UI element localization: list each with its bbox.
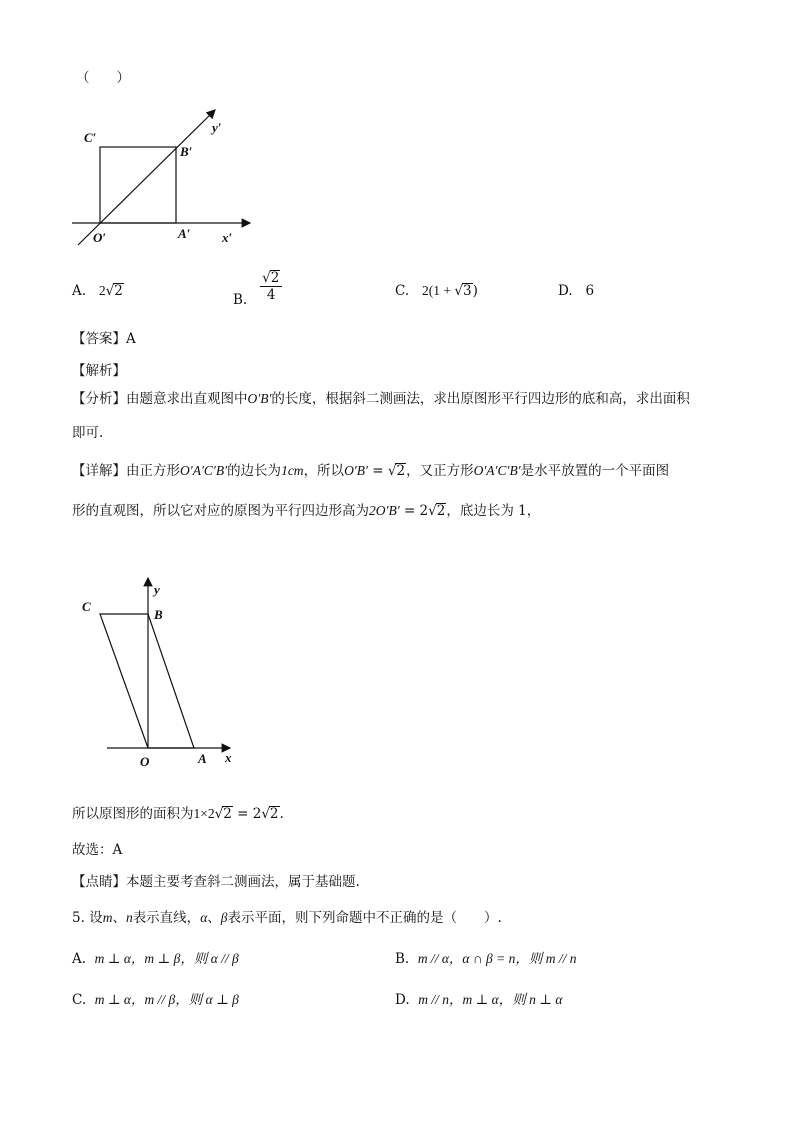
area-line: 所以原图形的面积为1×2√2 = 2√2. bbox=[72, 806, 284, 822]
q5-option-a: A. m ⊥ α，m ⊥ β，则 α // β bbox=[72, 951, 239, 967]
parallelogram-ocba bbox=[100, 614, 194, 748]
answer-value: A bbox=[126, 331, 136, 347]
q5-option-c: C. m ⊥ α，m // β，则 α ⊥ β bbox=[72, 992, 239, 1008]
analysis-fenxi: 【分析】由题意求出直观图中O′B′的长度，根据斜二测画法，求出原图形平行四边形的底和高，求出面积 bbox=[72, 391, 690, 407]
y-axis bbox=[78, 110, 215, 245]
option-d: D. 6 bbox=[558, 283, 595, 299]
figure-parallelogram bbox=[72, 572, 242, 772]
label-c: C bbox=[82, 599, 91, 614]
question-paren: （ ） bbox=[76, 70, 130, 86]
figure-oblique-square bbox=[60, 100, 270, 255]
detail-line-2: 形的直观图，所以它对应的原图为平行四边形高为2O′B′ = 2√2，底边长为 1， bbox=[72, 503, 541, 519]
label-a: A bbox=[198, 751, 207, 766]
fraction-root2-over-4: $\frac{√2}{4}$ bbox=[260, 270, 282, 303]
label-o: O bbox=[140, 754, 150, 769]
remark-line: 【点睛】本题主要考查斜二测画法，属于基础题. bbox=[72, 874, 360, 890]
option-c: C. 2(1 + √3) bbox=[395, 283, 478, 299]
label-c-prime: C′ bbox=[84, 130, 97, 145]
label-o-prime: O′ bbox=[93, 230, 107, 245]
option-b: B. $\frac{√2}{4}$ bbox=[233, 270, 282, 303]
q5-option-d: D. m // n，m ⊥ α，则 n ⊥ α bbox=[395, 992, 563, 1008]
answer-line bbox=[72, 327, 136, 347]
label-b-prime: B′ bbox=[180, 144, 193, 159]
label-x: x bbox=[225, 750, 232, 765]
label-y: y bbox=[154, 582, 160, 597]
analysis-fenxi-end: 即可. bbox=[72, 425, 104, 441]
label-a-prime: A′ bbox=[178, 226, 191, 241]
label-b: B bbox=[154, 607, 163, 622]
label-x-prime: x′ bbox=[222, 230, 233, 245]
q5-option-b: B. m // α，α ∩ β = n，则 m // n bbox=[395, 951, 577, 967]
detail-line-1: 【详解】由正方形O′A′C′B′的边长为1cm，所以O′B′ = √2，又正方形O′A′C′B′是水平放置的一个平面图 bbox=[72, 463, 670, 479]
analysis-tag: 【解析】 bbox=[72, 363, 126, 379]
label-y-prime: y′ bbox=[212, 120, 222, 135]
final-choice: 故选：A bbox=[72, 842, 123, 858]
answer-tag: 【答案】 bbox=[72, 331, 126, 347]
question-5-stem: 5. 设m、n表示直线，α、β表示平面，则下列命题中不正确的是（ ）. bbox=[72, 910, 502, 926]
option-a: A. 2√2 bbox=[72, 283, 123, 299]
